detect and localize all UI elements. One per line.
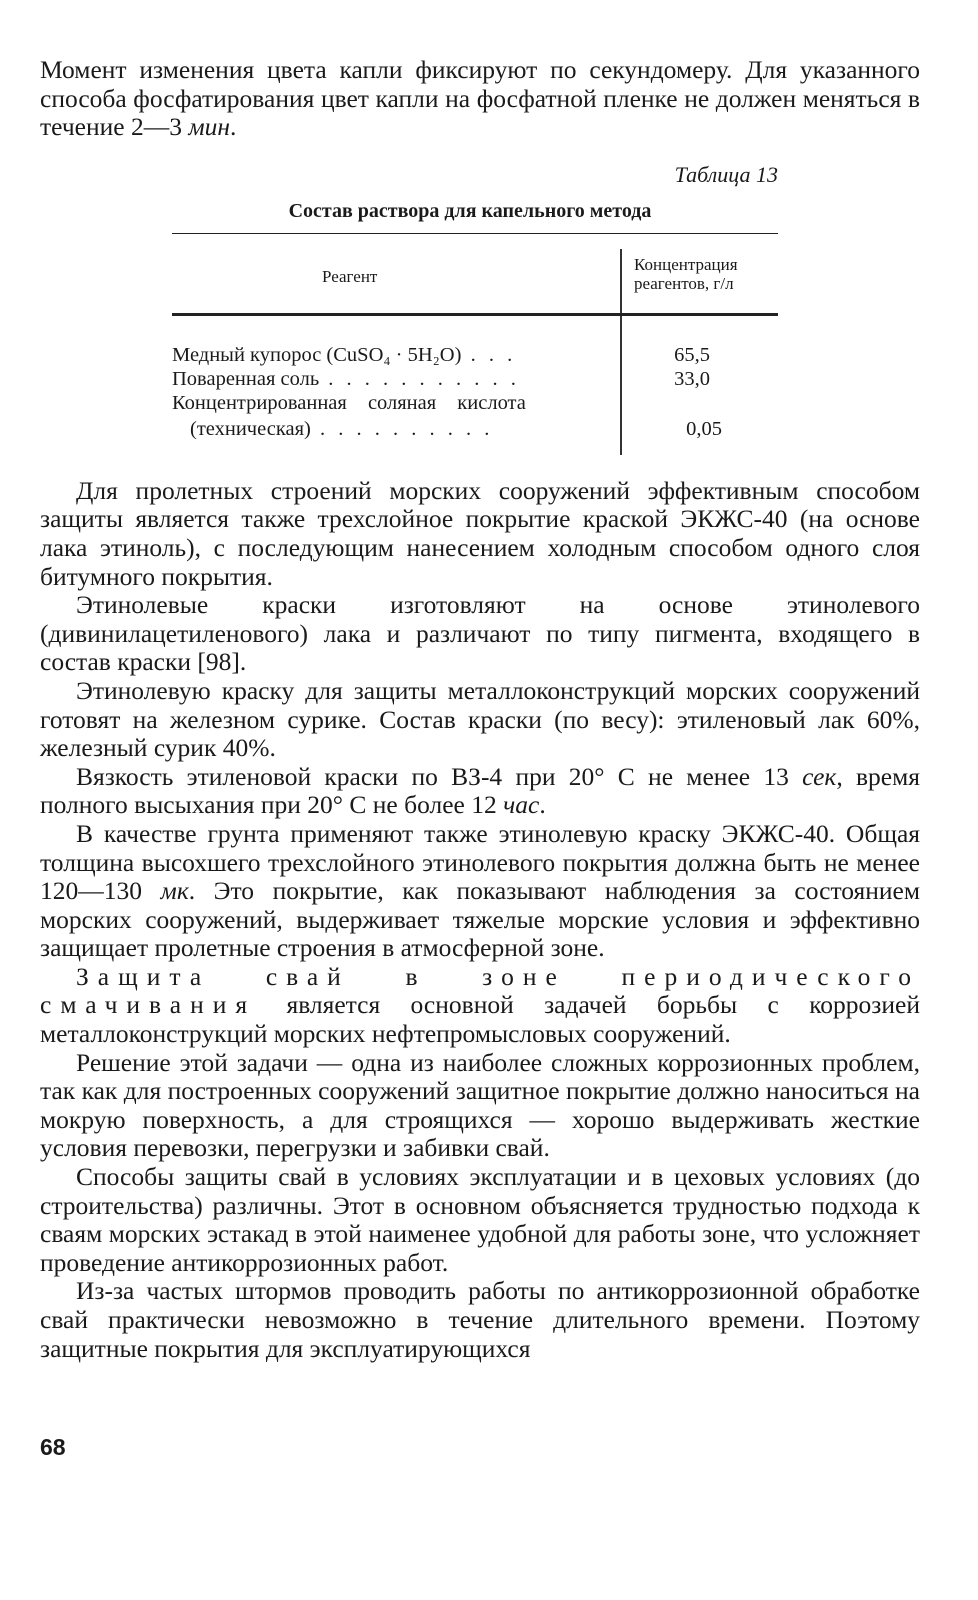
table-row: (техническая) . . . . . . . . . . [190, 417, 494, 440]
paragraph: Этинолевую краску для защиты металлоконструкций морских сооружений готовят на железном сурике. Состав краски (по весу): этиленовый лак 60%, железный сурик 40%. [40, 675, 920, 763]
header-reagent: Реагент [322, 266, 378, 286]
table-title: Состав раствора для капельного метода [288, 199, 652, 222]
table-top-rule [172, 233, 778, 235]
table-column-divider [620, 249, 622, 455]
paragraph: Защита свай в зоне периодического смачивания является основной задачей борьбы с коррозией металлоконструкций морских нефтепромысловых сооружений. [40, 961, 920, 1049]
table-cell-value: 0,05 [686, 417, 722, 440]
table-header-rule [172, 313, 778, 316]
composition-table [172, 233, 778, 455]
intro-unit: мин [188, 112, 231, 142]
header-concentration-1: Концентрация [634, 254, 738, 274]
intro-text: Момент изменения цвета капли фиксируют по секундомеру. Для указанного способа фосфатирования цвет капли на фосфатной пленке не должен меняться в течение 2—3 [40, 55, 920, 142]
paragraph: Этинолевые краски изготовляют на основе этинолевого (дивинилацетиленового) лака и различают по типу пигмента, входящего в состав краски [98]. [40, 590, 920, 677]
table-row: Поваренная соль . . . . . . . . . . . [172, 367, 520, 390]
paragraph: Вязкость этиленовой краски по ВЗ-4 при 20° С не менее 13 сек, время полного высыхания при 20° С не более 12 час. [40, 761, 920, 820]
paragraph: Для пролетных строений морских сооружений эффективным способом защиты является также трехслойное покрытие краской ЭКЖС-40 (на основе лака этиноль), с последующим нанесением холодным способом одного слоя битумного покрытия. [40, 475, 920, 591]
page-body [40, 56, 920, 1363]
table-row: Концентрированная соляная кислота [172, 391, 526, 414]
paragraph: Из-за частых штормов проводить работы по антикоррозионной обработке свай практически невозможно в течение длительного времени. Поэтому защитные покрытия для эксплуатирующихся [40, 1276, 920, 1363]
page-number: 68 [40, 1434, 66, 1460]
table-row: Медный купорос (CuSO₄ · 5H₂O) . . . [172, 343, 517, 366]
table-cell-value: 65,5 [674, 343, 710, 366]
paragraph: В качестве грунта применяют также этинолевую краску ЭКЖС-40. Общая толщина высохшего трехслойного этинолевого покрытия должна быть не менее 120—130 мк. Это покрытие, как показывают наблюдения за состоянием морских сооружений, выдерживает тяжелые морские условия и эффективно защищает пролетные строения в атмосферной зоне. [40, 818, 921, 963]
header-concentration-2: реагентов, г/л [634, 273, 734, 293]
table-cell-value: 33,0 [674, 367, 710, 390]
intro-paragraph [40, 56, 920, 142]
intro-text-end: . [230, 112, 237, 142]
paragraph: Решение этой задачи — одна из наиболее сложных коррозионных проблем, так как для построенных сооружений защитное покрытие должно наноситься на мокрую поверхность, а для строящихся — хорошо выдерживать жесткие условия перевозки, перегрузки и забивки свай. [40, 1047, 920, 1163]
table-label: Таблица 13 [674, 161, 778, 187]
spaced-heading: Защита свай в зоне периодического смачивания [40, 961, 920, 1020]
paragraph: Способы защиты свай в условиях эксплуатации и в цеховых условиях (до строительства) различны. Этот в основном объясняется трудностью подхода к сваям морских эстакад в этой наименее удобной для работы зоне, что усложняет проведение антикоррозионных работ. [40, 1162, 920, 1277]
